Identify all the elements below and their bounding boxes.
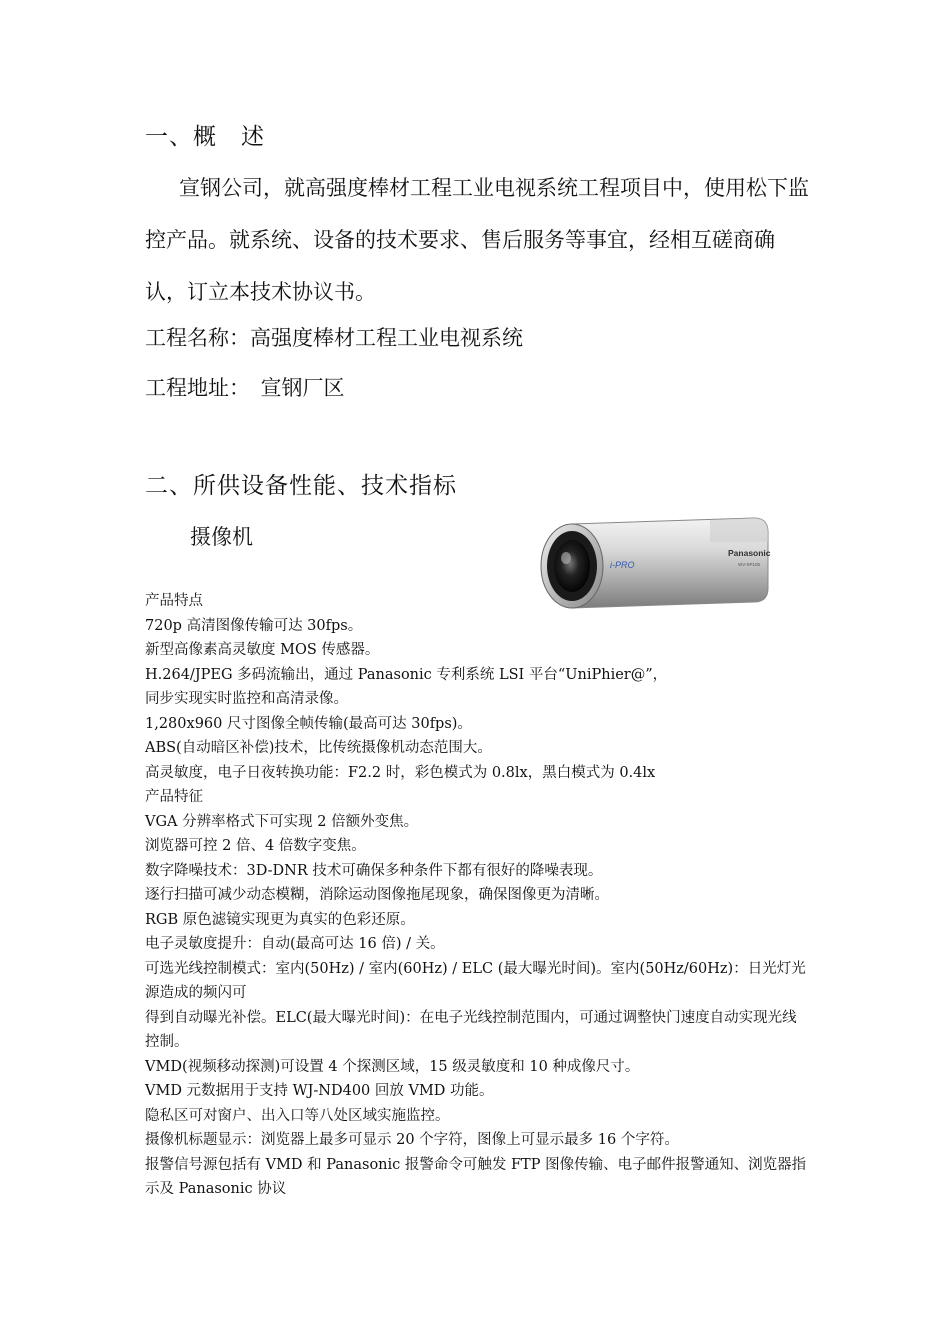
section-1-heading: 一、概 述	[145, 124, 265, 150]
list-item: 报警信号源包括有 VMD 和 Panasonic 报警命令可触发 FTP 图像传输、电子邮件报警通知、浏览器指示及 Panasonic 协议	[145, 1156, 807, 1197]
list-item: 高灵敏度，电子日夜转换功能：F2.2 时，彩色模式为 0.8lx，黑白模式为 0.4lx	[145, 764, 656, 781]
section-2-heading: 二、所供设备性能、技术指标	[145, 473, 457, 499]
list-item: 1,280x960 尺寸图像全帧传输(最高可达 30fps)。	[145, 715, 472, 732]
overview-paragraph	[145, 162, 810, 318]
list-item: ABS(自动暗区补偿)技术，比传统摄像机动态范围大。	[145, 740, 492, 756]
list-item: VMD(视频移动探测)可设置 4 个探测区域，15 级灵敏度和 10 种成像尺寸。	[145, 1058, 640, 1075]
list-item: VGA 分辨率格式下可实现 2 倍额外变焦。	[145, 813, 419, 830]
list-item: 产品特征	[145, 789, 203, 805]
camera-model: WV-SP105	[738, 562, 761, 567]
list-item: 新型高像素高灵敏度 MOS 传感器。	[145, 642, 380, 658]
list-item: 逐行扫描可减少动态模糊，消除运动图像拖尾现象，确保图像更为清晰。	[145, 887, 609, 903]
list-item: 数字降噪技术：3D-DNR 技术可确保多种条件下都有很好的降噪表现。	[145, 862, 603, 879]
list-item: RGB 原色滤镜实现更为真实的色彩还原。	[145, 911, 415, 928]
list-item: 产品特点	[145, 593, 203, 609]
list-item: VMD 元数据用于支持 WJ-ND400 回放 VMD 功能。	[145, 1083, 494, 1099]
list-item: 摄像机标题显示：浏览器上最多可显示 20 个字符，图像上可显示最多 16 个字符。	[145, 1132, 679, 1148]
list-item: H.264/JPEG 多码流输出，通过 Panasonic 专利系统 LSI 平台“UniPhier@”，	[145, 666, 668, 683]
list-item: 浏览器可控 2 倍、4 倍数字变焦。	[145, 838, 366, 854]
svg-text:i-PRO: i-PRO	[610, 560, 635, 570]
feature-list	[145, 589, 810, 1202]
overview-text: 宣钢公司，就高强度棒材工程工业电视系统工程项目中，使用松下监控产品。就系统、设备的技术要求、售后服务等事宜，经相互磋商确认，订立本技术协议书。	[145, 176, 809, 304]
list-item: 同步实现实时监控和高清录像。	[145, 691, 348, 707]
project-name: 工程名称：高强度棒材工程工业电视系统	[145, 326, 523, 350]
list-item: 720p 高清图像传输可达 30fps。	[145, 617, 363, 634]
list-item: 得到自动曝光补偿。ELC(最大曝光时间)：在电子光线控制范围内，可通过调整快门速度自动实现光线控制。	[145, 1009, 797, 1050]
list-item: 可选光线控制模式：室内(50Hz) / 室内(60Hz) / ELC (最大曝光时间)。室内(50Hz/60Hz)：日光灯光源造成的频闪可	[145, 960, 806, 1001]
list-item: 隐私区可对窗户、出入口等八处区域实施监控。	[145, 1107, 450, 1124]
project-address: 工程地址： 宣钢厂区	[145, 376, 345, 400]
camera-brand: Panasonic	[728, 548, 771, 558]
camera-subheading: 摄像机	[190, 525, 253, 549]
list-item: 电子灵敏度提升：自动(最高可达 16 倍) / 关。	[145, 936, 445, 952]
